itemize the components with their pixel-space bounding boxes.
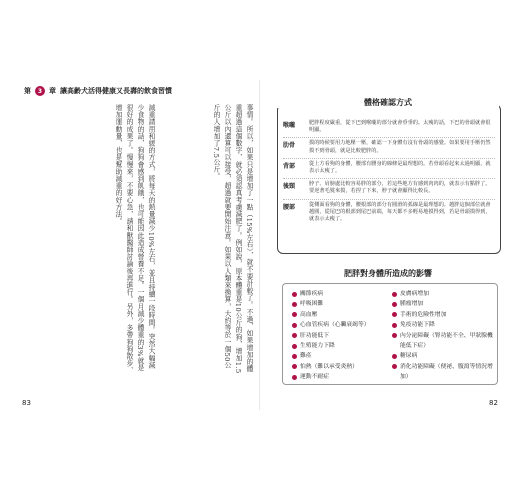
impact-item xyxy=(292,299,388,309)
check-row xyxy=(283,118,495,138)
impact-item-text: 高血壓 xyxy=(300,311,318,318)
impact-item-text: 手術的危險性增加 xyxy=(400,311,447,318)
body-text-paragraph-2: 減重請用和緩的方式，將每天的熱量減少10%左右，並且持續一段時間。突然大幅減少食物的話，狗狗會感到飢餓，也可能因此造成營養不足。一個月減少體重的3%就是很好的成果了。慢慢來，不要心急，請和獸醫師討論後再進行。另外，多帶狗狗散步、增加運動量，也是幫助減重的好方法。 xyxy=(114,104,155,374)
chapter-header xyxy=(24,84,172,98)
check-row-description: 從上方看狗的身體，腰部有腰身的線條是最理想的。若骨頭看起來太過明顯，就表示太瘦了。 xyxy=(309,160,491,175)
bullet-dot-icon xyxy=(292,302,297,307)
impact-item-text: 心血管疾病（心臟衰竭等） xyxy=(300,322,370,329)
impact-item xyxy=(392,351,494,361)
check-row-description: 脖子、肩膀處比較容易胖的部分，若這些地方有感到肉肉的，就表示有點胖了。要逆著毛髮來摸，若捏了下來，脖子就會顯得比較長。 xyxy=(309,181,491,195)
obesity-impact-title: 肥胖對身體所造成的影響 xyxy=(344,269,432,278)
bullet-dot-icon xyxy=(392,323,397,328)
impact-item-text: 免疫功能下降 xyxy=(400,322,435,329)
impact-item xyxy=(392,310,494,320)
impact-item xyxy=(392,289,494,299)
impact-item-text: 消化功能障礙（便祕、腹瀉等情況增加） xyxy=(400,363,493,381)
bullet-dot-icon xyxy=(292,312,297,317)
bullet-dot-icon xyxy=(292,292,297,297)
bullet-dot-icon xyxy=(392,292,397,297)
impact-item xyxy=(392,320,494,330)
impact-item xyxy=(292,320,388,330)
check-row xyxy=(283,179,495,199)
bullet-dot-icon xyxy=(292,375,297,380)
chapter-prefix: 第 xyxy=(24,87,31,95)
bullet-dot-icon xyxy=(292,354,297,359)
impact-item-text: 肝功能低下 xyxy=(300,332,329,339)
impact-item-text: 糖尿病 xyxy=(400,353,418,360)
chapter-suffix: 章 xyxy=(49,87,56,95)
impact-item xyxy=(292,331,388,341)
bullet-dot-icon xyxy=(392,302,397,307)
bullet-dot-icon xyxy=(392,364,397,369)
bullet-dot-icon xyxy=(292,333,297,338)
impact-item xyxy=(392,331,494,352)
check-row-description: 摸的時候要用力地壓一壓，確認一下身體有沒有骨頭的感覺。如果要用手壓仍然摸不到骨頭，就是比較肥胖的。 xyxy=(309,140,491,154)
bullet-dot-icon xyxy=(392,312,397,317)
impact-item xyxy=(292,372,388,382)
chapter-title: 讓高齡犬活得健康又長壽的飲食習慣 xyxy=(60,87,172,95)
impact-item-text: 運動不耐症 xyxy=(300,374,329,381)
page-gutter xyxy=(259,80,260,410)
impact-item xyxy=(392,362,494,383)
page-number-left: 83 xyxy=(22,399,31,407)
page-number-right: 82 xyxy=(489,399,498,407)
impact-item-text: 呼吸困難 xyxy=(300,301,324,308)
bullet-dot-icon xyxy=(292,344,297,349)
check-row-label: 肋骨 xyxy=(283,142,296,150)
bullet-dot-icon xyxy=(292,364,297,369)
impact-item-text: 內分泌障礙（腎功能不全、甲狀腺機能低下症） xyxy=(400,332,493,350)
impact-list-left xyxy=(292,289,388,383)
bullet-dot-icon xyxy=(392,333,397,338)
bullet-dot-icon xyxy=(392,354,397,359)
impact-item-text: 怕熱（難以承受炎熱） xyxy=(300,363,358,370)
impact-item xyxy=(292,362,388,372)
check-row-description: 肥胖程度嚴重，從下巴到喉嚨的部分就會垂垂的。太瘦的話，下巴的骨頭就會很明顯。 xyxy=(309,120,491,134)
impact-item-text: 腫瘤增加 xyxy=(400,301,424,308)
impact-item xyxy=(292,289,388,299)
check-row xyxy=(283,159,495,179)
physique-check-rows xyxy=(283,118,495,226)
check-row-description: 從側面看狗的身體，腰根部的部分有圓滑的弧線是最理想的。越胖這個部位就會越圓，從尾巴的根部到尾巴前端，每天都不多輕易地摸得到，若是骨頭摸得到，就表示太瘦了。 xyxy=(309,201,491,223)
body-text-paragraph-1: 事情。所以，如果只是增加了一點（15%左右），就不要計較了。不過，如果增加的體重超過這個數字，就必須認真考慮減肥了。例如說，原本體重是10公斤的狗，增加1.5公斤以內還算可以接受，超過就要開始注意。如果以人類來換算，大約等於一個50公斤的人增加了7.5公斤。 xyxy=(212,104,253,374)
check-row-label: 後頸 xyxy=(283,183,296,191)
check-row-label: 腰部 xyxy=(283,203,296,211)
impact-item xyxy=(292,310,388,320)
check-row xyxy=(283,138,495,158)
bullet-dot-icon xyxy=(292,323,297,328)
impact-item-text: 關節疾病 xyxy=(300,291,324,297)
check-row xyxy=(283,200,495,227)
check-row-label: 背部 xyxy=(283,162,296,170)
physique-check-title: 體格確認方式 xyxy=(277,97,499,108)
impact-item xyxy=(292,341,388,351)
impact-item xyxy=(392,299,494,309)
chapter-number-badge: 3 xyxy=(35,86,45,96)
impact-item-text: 難產 xyxy=(300,353,312,360)
impact-item-text: 生殖能力下降 xyxy=(300,343,335,350)
check-row-label: 喉嚨 xyxy=(283,122,296,129)
impact-list-right xyxy=(392,289,494,383)
impact-item-text: 皮膚病增加 xyxy=(400,291,429,297)
impact-item xyxy=(292,351,388,361)
